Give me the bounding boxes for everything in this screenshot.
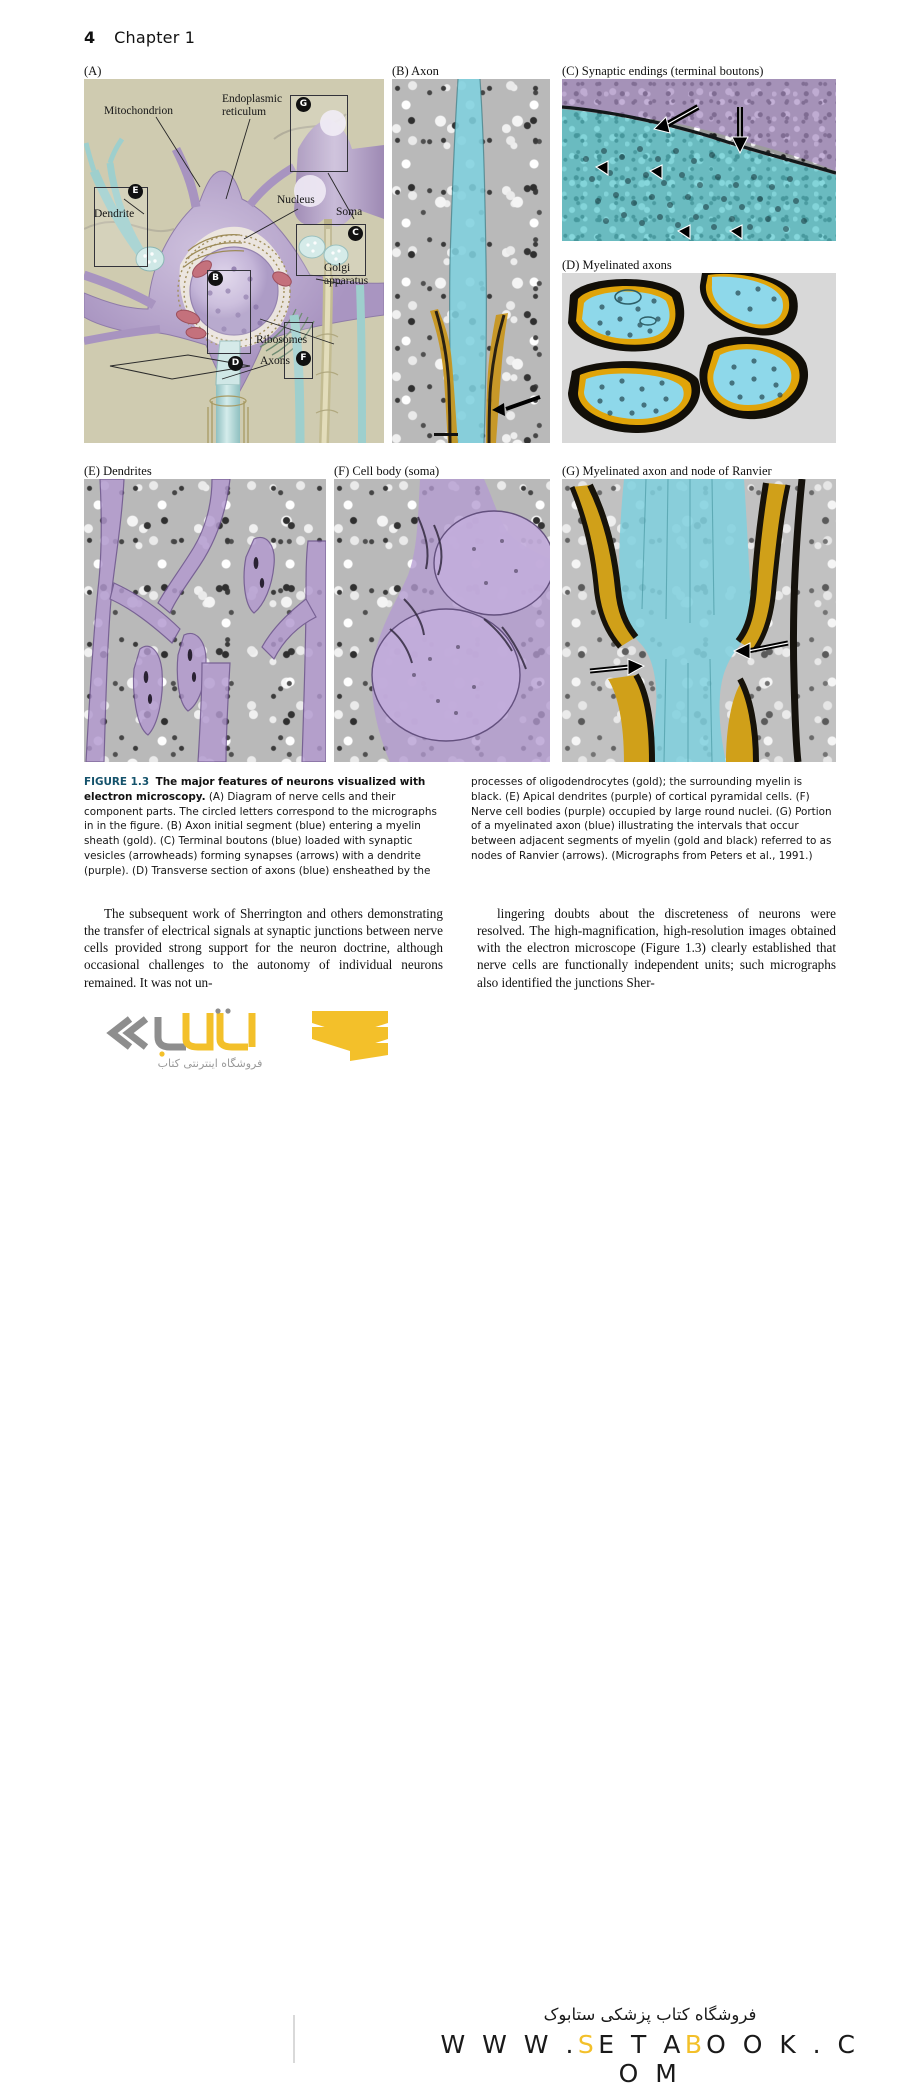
callout-marker-c: C — [348, 226, 363, 241]
label-endoplasmic-reticulum-2: reticulum — [222, 106, 267, 118]
label-soma: Soma — [336, 206, 363, 218]
label-axons: Axons — [260, 355, 291, 367]
footer-tagline-fa: فروشگاه کتاب پزشکی ستابوک — [543, 2005, 757, 2024]
panel-f-overlay — [334, 479, 550, 762]
setabook-chevron-icon — [308, 1009, 392, 1061]
body-paragraph-right: lingering doubts about the discreteness of neurons were resolved. The high-magnification, high-resolution images obtained with the electron microscope (Figure 1.3) clearly established that nerve cells are functionally independent units; such micrographs also identified the junctions Sher- — [477, 906, 836, 990]
panel-label-b: (B) Axon — [392, 64, 439, 78]
callout-box-d — [84, 79, 384, 443]
body-text — [84, 905, 836, 991]
label-golgi-1: Golgi — [324, 262, 351, 274]
panel-e-dendrites-micrograph — [84, 479, 326, 762]
panel-g-node-of-ranvier-micrograph — [562, 479, 836, 762]
label-golgi-2: apparatus — [324, 275, 369, 287]
figure-caption — [84, 775, 836, 878]
footer-right — [440, 2005, 860, 2088]
callout-marker-f: G — [296, 97, 311, 112]
footer-url[interactable] — [440, 2030, 860, 2088]
panel-e-overlay — [84, 479, 326, 762]
panel-label-e: (E) Dendrites — [84, 464, 152, 478]
figure-number: FIGURE 1.3 — [84, 776, 150, 788]
chapter-title: Chapter 1 — [114, 28, 196, 47]
panel-f-cell-body-micrograph — [334, 479, 550, 762]
panel-b-arrow — [492, 397, 540, 416]
panel-c-overlay — [562, 79, 836, 241]
callout-marker-b: B — [208, 271, 223, 286]
panel-a-diagram — [84, 79, 384, 443]
running-head — [84, 28, 195, 47]
footer-divider — [293, 2015, 295, 2063]
figure-caption-text: (A) Diagram of nerve cells and their component parts. The circled letters correspond to the micrographs in in the figure. (B) Axon initial segment (blue) entering a myelin sheath (gold). (C) Terminal boutons (blue) loaded with synaptic vesicles (arrowheads) forming synapses (arrows) with a dendrite (purple). (D) Transverse section of axons (blue) ensheathed by the processes of oligodendrocytes (gold); the surrounding myelin is black. (E) Apical dendrites (purple) of cortical pyramidal cells. (F) Nerve cell bodies (purple) occupied by large round nuclei. (G) Portion of a myelinated axon (blue) illustrating the intervals that occur between adjacent segments of myelin (gold and black) referred to as nodes of Ranvier (arrows). (Micrographs from Peters et al., 1991.) — [84, 776, 832, 877]
setabook-logo-fa — [100, 1007, 290, 1063]
panel-label-f: (F) Cell body (soma) — [334, 464, 440, 478]
panel-label-d: (D) Myelinated axons — [562, 258, 672, 272]
panel-label-a: (A) — [84, 64, 102, 78]
url-part-eta: E T A — [598, 2030, 685, 2059]
panel-c-synaptic-endings-micrograph — [562, 79, 836, 241]
figure-title: The major features of neurons visualized with electron microscopy. — [84, 776, 426, 803]
panel-g-overlay — [562, 479, 836, 762]
callout-marker-e: E — [128, 184, 143, 199]
label-endoplasmic-reticulum-1: Endoplasmic — [222, 93, 283, 105]
url-part-s: S — [577, 2030, 599, 2059]
footer-watermark — [0, 995, 919, 2088]
label-ribosomes: Ribosomes — [256, 334, 308, 346]
label-dendrite: Dendrite — [94, 208, 135, 220]
callout-marker-d: D — [228, 356, 243, 371]
body-paragraph-left: The subsequent work of Sherrington and others demonstrating the transfer of electrical signals at synaptic junctions between nerve cells provided strong support for the neuron doctrine, although occasional challenges to the autonomy of individual neurons remained. It was not un- — [84, 906, 443, 990]
url-part-1: W W W . — [440, 2030, 578, 2059]
panel-label-c: (C) Synaptic endings (terminal boutons) — [562, 64, 764, 78]
panel-b-axon-micrograph — [392, 79, 550, 443]
logo-subtitle-fa: فروشگاه اینترنتی کتاب — [157, 1057, 263, 1070]
url-part-ook: O O K . C O M — [618, 2030, 860, 2088]
label-nucleus: Nucleus — [277, 194, 315, 206]
panel-d-overlay — [562, 273, 836, 443]
label-mitochondrion: Mitochondrion — [104, 105, 173, 117]
callout-marker-g: F — [296, 351, 311, 366]
panel-label-g: (G) Myelinated axon and node of Ranvier — [562, 464, 772, 478]
url-part-b: B — [684, 2030, 707, 2059]
page-number: 4 — [84, 28, 96, 47]
panel-b-overlay — [392, 79, 550, 443]
panel-d-myelinated-axons-micrograph — [562, 273, 836, 443]
